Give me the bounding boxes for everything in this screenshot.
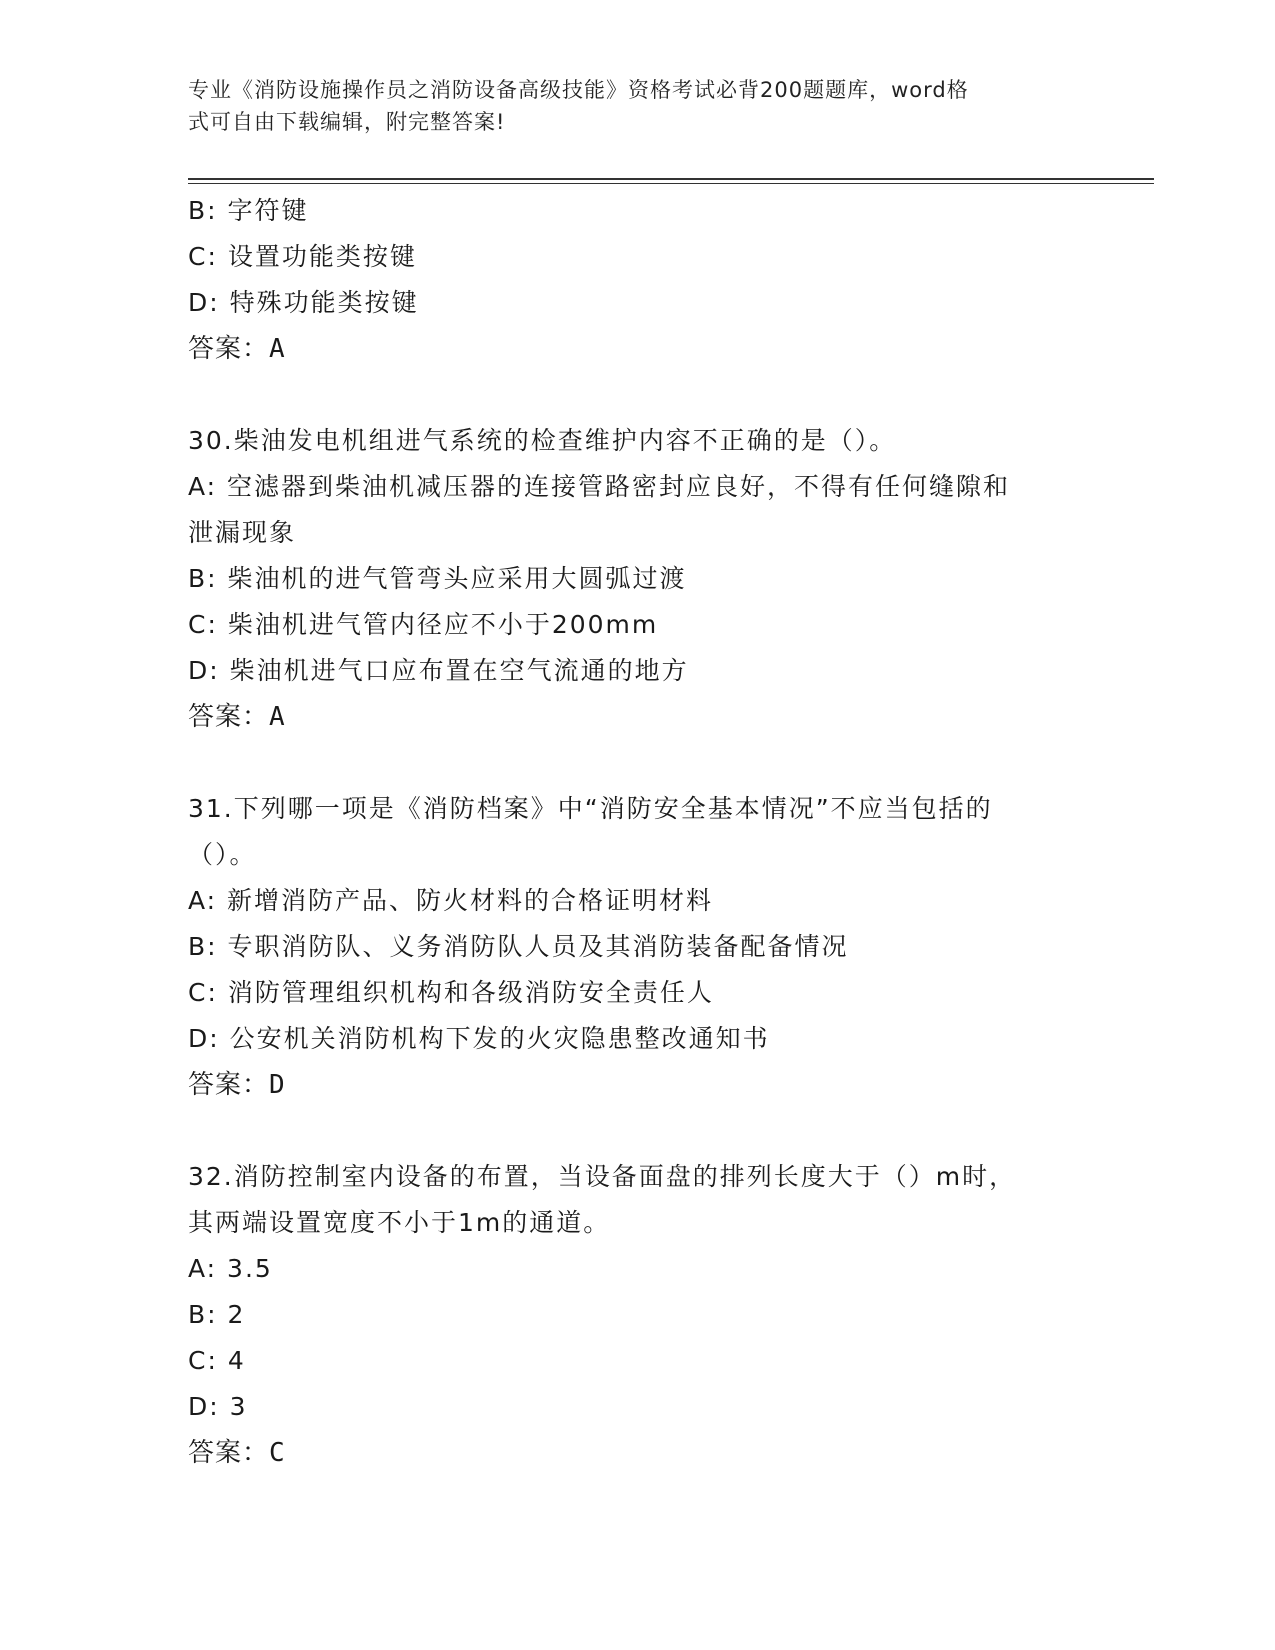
option-letter: C: [188,978,218,1007]
option-letter: C: [188,1346,218,1375]
option-text: 柴油机的进气管弯头应采用大圆弧过渡 [227,564,687,593]
option-d [188,1016,1088,1062]
answer-value: A [269,702,286,732]
header-divider-thick [188,178,1154,180]
option-a [188,464,1088,510]
answer-value: A [269,334,286,364]
answer-label: 答案： [188,702,270,732]
answer-label: 答案： [188,1070,270,1100]
option-letter: C: [188,610,218,639]
option-b [188,924,1088,970]
option-a [188,1246,1088,1292]
option-letter: D: [188,1024,220,1053]
answer-value: D [269,1070,286,1100]
question-stem: 31.下列哪一项是《消防档案》中“消防安全基本情况”不应当包括的 [188,794,993,823]
option-letter: B: [188,932,218,961]
header-line-1: 专业《消防设施操作员之消防设备高级技能》资格考试必背200题题库，word格 [188,78,969,102]
question-stem: 30.柴油发电机组进气系统的检查维护内容不正确的是（）。 [188,426,897,455]
option-letter: D: [188,656,220,685]
option-letter: A: [188,472,218,501]
option-a [188,878,1088,924]
question-31 [188,786,1088,1108]
option-text: 3.5 [227,1254,273,1283]
option-text: 专职消防队、义务消防队人员及其消防装备配备情况 [227,932,849,961]
option-b [188,188,1088,234]
option-letter: B: [188,196,218,225]
option-text: 柴油机进气口应布置在空气流通的地方 [229,656,689,685]
option-text: 新增消防产品、防火材料的合格证明材料 [227,886,714,915]
option-letter: D: [188,288,220,317]
option-text: 消防管理组织机构和各级消防安全责任人 [227,978,714,1007]
answer-line [188,1430,1088,1476]
option-letter: C: [188,242,218,271]
option-text: 4 [227,1346,246,1375]
option-d [188,648,1088,694]
spacer [188,372,1088,418]
question-29-continued [188,188,1088,372]
option-c [188,234,1088,280]
option-d [188,1384,1088,1430]
document-header [188,74,1088,138]
question-stem: 32.消防控制室内设备的布置，当设备面盘的排列长度大于（）m时， [188,1162,1017,1191]
question-stem-continued: （）。 [188,840,257,869]
answer-label: 答案： [188,334,270,364]
option-text: 字符键 [227,196,309,225]
option-letter: A: [188,886,218,915]
option-letter: B: [188,1300,218,1329]
answer-label: 答案： [188,1438,270,1468]
answer-line [188,694,1088,740]
option-text: 2 [227,1300,246,1329]
option-c [188,602,1088,648]
option-a-continued: 泄漏现象 [188,518,297,547]
option-letter: B: [188,564,218,593]
header-line-2: 式可自由下载编辑，附完整答案! [188,110,506,134]
option-c [188,1338,1088,1384]
question-32 [188,1154,1088,1476]
spacer [188,1108,1088,1154]
question-list [188,188,1088,1476]
option-text: 3 [229,1392,248,1421]
option-b [188,556,1088,602]
option-text: 空滤器到柴油机减压器的连接管路密封应良好，不得有任何缝隙和 [227,472,1011,501]
answer-line [188,1062,1088,1108]
question-30 [188,418,1088,740]
option-text: 公安机关消防机构下发的火灾隐患整改通知书 [229,1024,770,1053]
header-divider-thin [188,183,1154,184]
option-letter: D: [188,1392,220,1421]
spacer [188,740,1088,786]
option-b [188,1292,1088,1338]
option-letter: A: [188,1254,218,1283]
option-text: 柴油机进气管内径应不小于200mm [227,610,659,639]
answer-line [188,326,1088,372]
answer-value: C [269,1438,286,1468]
option-text: 设置功能类按键 [227,242,417,271]
option-text: 特殊功能类按键 [229,288,419,317]
option-d [188,280,1088,326]
question-stem-continued: 其两端设置宽度不小于1m的通道。 [188,1208,611,1237]
option-c [188,970,1088,1016]
